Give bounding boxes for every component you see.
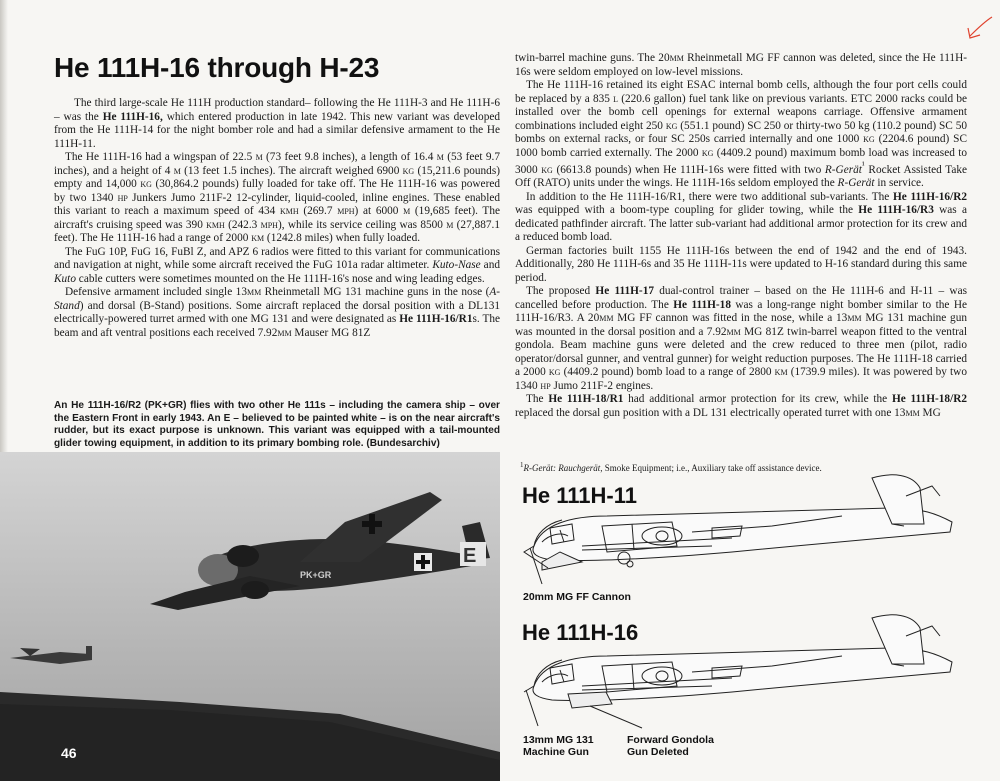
text-run: , Smoke Equipment; i.e., Auxiliary take off assistance device. <box>600 463 822 473</box>
text-run: Rheinmetall MG 131 machine guns in the nose ( <box>261 286 490 298</box>
text-run: R-Gerät <box>824 163 862 176</box>
tail-letter: E <box>463 545 477 567</box>
text-run: m <box>255 151 263 163</box>
text-run: mm <box>726 325 741 338</box>
figure-title-h16: He 111H-16 <box>522 620 639 645</box>
text-run: Kuto <box>54 272 76 285</box>
text-run: Jumo 211F-2 engines. <box>550 379 654 392</box>
text-run: kmh <box>206 218 225 231</box>
text-run: (4409.2 pound) bomb load to a range of 2800 <box>560 366 775 379</box>
text-run: (220.6 gallon) fuel tank like on previous variants. ETC 2000 racks could be installed over the bomb cell openings for external weapons carriage. Offensive armament combinations included eight 250 <box>515 92 967 132</box>
text-run: kg <box>548 366 561 379</box>
text-run: kg <box>140 178 152 190</box>
photo-illustration <box>0 452 500 781</box>
text-run: m <box>403 205 411 217</box>
aircraft-photo <box>0 452 500 781</box>
text-run: ), while its service ceiling was 8500 <box>277 218 447 231</box>
text-run: In addition to the He 111H-16/R1, there were two additional sub-variants. The <box>526 190 894 203</box>
text-run: (269.7 <box>298 205 338 217</box>
text-run: He 111H-16/R1 <box>399 313 473 325</box>
text-run: He 111H-18 <box>673 298 731 311</box>
left-column-text <box>54 97 500 340</box>
text-run: (19,685 feet). The aircraft's cruising speed was 390 <box>54 205 500 231</box>
text-run: A-Stand <box>54 286 501 312</box>
text-run: hp <box>540 379 551 392</box>
text-run: (27,887.1 feet). The He 111H-16 had a range of 2000 <box>54 218 500 244</box>
footnote-marker: 1 <box>520 461 524 469</box>
text-run: kg <box>541 163 553 176</box>
text-run: mm <box>905 406 920 419</box>
text-run: m <box>436 151 444 163</box>
text-run: kg <box>665 119 678 132</box>
text-run: (551.1 pound) SC 250 or thirty-two 50 kg (110.2 pound) SC 50 bombs on external racks, or four SC 250s carried internally and one 1000 <box>515 119 968 145</box>
text-run: dual-control trainer – based on the He 111H-6 and H-11 – was cancelled before production. The <box>515 285 967 311</box>
text-run: ¹ <box>861 161 865 171</box>
text-run: kmh <box>279 205 299 217</box>
text-run: was a dedicated pathfinder aircraft. The latter sub-variant had additional armor protection for its crew and a reduced bomb load. <box>515 204 968 244</box>
text-run: Rheinmetall MG FF cannon was deleted, since the He 111H-16s were seldom employed on low-level missions. <box>515 52 967 78</box>
text-run: (30,864.2 pounds) fully loaded for take off. The He 111H-16 was powered by two 1340 <box>54 178 500 204</box>
text-run: He 111H-18/R1 <box>548 393 624 406</box>
text-run: The proposed <box>526 285 596 298</box>
text-run: kg <box>701 146 714 159</box>
text-run: which entered production in late 1942. This new variant was developed from the He 111H-14 for the night bomber role and had a similar defensive armament to the He 111H-11. <box>54 110 501 150</box>
text-run: He 111H-16/R2 <box>893 190 967 203</box>
text-run: mph <box>337 205 355 217</box>
text-run: German factories built 1155 He 111H-16s between the end of 1942 and the end of 1943. Additionally, 280 He 111H-6s and 35 He 111H-11s were updated to H-16 standard during this same period. <box>515 244 967 284</box>
text-run: replaced the dorsal gun position with a DL 131 electrically operated turret with one 13 <box>515 406 906 419</box>
text-run: MG FF cannon was fitted in the nose, while a 13 <box>613 312 848 325</box>
text-run: was a long-range night bomber similar to the He 111H-16/R3. A 20 <box>515 298 967 325</box>
text-run: The He 111H-16 retained its eight ESAC internal bomb cells, although the four port cells could be replaced by a 835 <box>515 79 967 105</box>
text-run: R-Gerät <box>837 177 875 190</box>
text-run: (1242.8 miles) when fully loaded. <box>264 232 421 244</box>
drawing-he111h11 <box>512 466 972 596</box>
text-run: mm <box>246 286 262 298</box>
text-run: (6613.8 pounds) when He 111H-16s were fitted with two <box>552 163 825 176</box>
text-run: and <box>480 259 500 271</box>
right-column-text <box>515 52 967 420</box>
text-run: mm <box>847 312 862 325</box>
text-run: Mauser MG 81Z <box>291 326 371 339</box>
text-run: l <box>613 92 619 105</box>
text-run: km <box>251 232 265 244</box>
drawing-he111h16 <box>512 606 972 736</box>
text-run: had additional armor protection for its crew, while the <box>623 393 892 406</box>
text-run: mm <box>669 52 684 64</box>
body-paragraph <box>515 393 967 420</box>
text-run: (13 feet 1.5 inches). The aircraft weighed 6900 <box>180 164 403 177</box>
text-run: hp <box>117 191 128 204</box>
text-run: The FuG 10P, FuG 16, FuBl Z, and APZ 6 radios were fitted to this variant for communications and navigation at night, while some aircraft received the FuG 101a radar altimeter. <box>54 245 500 271</box>
text-run: twin-barrel machine guns. The 20 <box>515 52 670 64</box>
text-run: (73 feet 9.8 inches), a length of 16.4 <box>262 151 437 163</box>
text-run: MG <box>919 406 941 419</box>
text-run: He 111H-16/R3 <box>858 204 934 217</box>
text-run: (242.3 <box>224 218 261 231</box>
page-title: He 111H-16 through H-23 <box>54 52 380 83</box>
text-run: m <box>173 164 181 177</box>
text-run: Defensive armament included single 13 <box>65 286 247 298</box>
text-run: Rocket Assisted Take Off (RATO) units under the wings. He 111H-16s seldom employed the <box>515 163 967 190</box>
text-run: mm <box>277 326 292 339</box>
text-run: (53 feet 9.7 inches), and a height of 4 <box>54 151 500 177</box>
figure-title-h11: He 111H-11 <box>522 483 637 508</box>
text-run: (4409.2 pound) maximum bomb load was increased to 3000 <box>515 146 967 176</box>
text-run: cable cutters were sometimes mounted on the He 111H-16's nose and wing leading edges. <box>75 272 485 285</box>
pen-arrow-mark-icon <box>964 14 994 44</box>
label-mg131-machine-gun: 13mm MG 131 Machine Gun <box>523 734 594 758</box>
body-paragraph <box>54 246 500 287</box>
text-run: MG 81Z twin-barrel weapon fitted to the ventral gondola. Beam machine guns were deleted and the crew reduced to three men (pilot, radio operator/dorsal gunner, and ventral gunner) for weight reduction purposes. The He 111H-18 carried a 2000 <box>515 325 967 379</box>
text-run: kg <box>402 164 415 177</box>
text-run: R-Gerät: Rauchgerät <box>523 463 601 473</box>
text-run: kg <box>863 133 875 145</box>
text-run: in service. <box>874 177 924 190</box>
text-run: mm <box>599 312 614 325</box>
label-mg-ff-cannon: 20mm MG FF Cannon <box>523 591 631 603</box>
text-run: m <box>446 218 454 231</box>
text-run: mph <box>260 218 278 231</box>
body-paragraph <box>54 286 500 340</box>
body-paragraph <box>54 97 500 151</box>
fuselage-code: PK+GR <box>300 570 332 580</box>
text-run: He 111H-17 <box>595 285 654 298</box>
text-run: MG 131 machine gun was mounted in the dorsal position and a 7.92 <box>515 312 968 338</box>
text-run: was equipped with a boom-type coupling for glider towing, while the <box>515 204 859 217</box>
body-paragraph <box>54 151 500 246</box>
page-number: 46 <box>61 745 77 761</box>
body-paragraph <box>515 191 967 245</box>
text-run: s. The beam and aft ventral positions each received 7.92 <box>54 313 501 339</box>
text-run: He 111H-18/R2 <box>891 393 967 406</box>
text-run: ) and dorsal (B-Stand) positions. Some aircraft replaced the dorsal position with a DL131 electrically-powered turret armed with one MG 131 and were designated as <box>54 299 500 325</box>
text-run: km <box>774 366 788 379</box>
text-run: Kuto-Nase <box>432 259 481 271</box>
text-run: (15,211.6 pounds) empty and 14,000 <box>54 164 500 190</box>
text-run: The third large-scale He 111H production standard– following the He 111H-3 and He 111H-6 – was the <box>54 97 500 123</box>
text-run: The <box>526 393 549 406</box>
label-gondola-gun-deleted: Forward Gondola Gun Deleted <box>627 734 714 758</box>
body-paragraph <box>515 245 967 286</box>
photo-caption: An He 111H-16/R2 (PK+GR) flies with two other He 111s – including the camera ship – over the Eastern Front in early 1943. An E – believed to be painted white – is on the near aircraft's rudder, but its exact purpose is unknown. This variant was equipped with a tail-mounted glider towing equipment, in addition to its primary bombing role. (Bundesarchiv) <box>54 400 500 449</box>
body-paragraph <box>515 79 967 191</box>
body-paragraph <box>515 52 967 79</box>
text-run: Junkers Jumo 211F-2 12-cylinder, liquid-cooled, inline engines. These enabled this variant to reach a maximum speed of 434 <box>54 191 500 217</box>
text-run: (1739.9 miles). It was powered by two 1340 <box>515 366 967 392</box>
text-run: He 111H-16, <box>102 110 163 123</box>
text-run: (2204.6 pound) SC 1000 bomb carried externally. The 2000 <box>515 133 967 159</box>
text-run: ) at 6000 <box>354 205 404 217</box>
text-run: The He 111H-16 had a wingspan of 22.5 <box>65 151 256 163</box>
body-paragraph <box>515 285 967 393</box>
